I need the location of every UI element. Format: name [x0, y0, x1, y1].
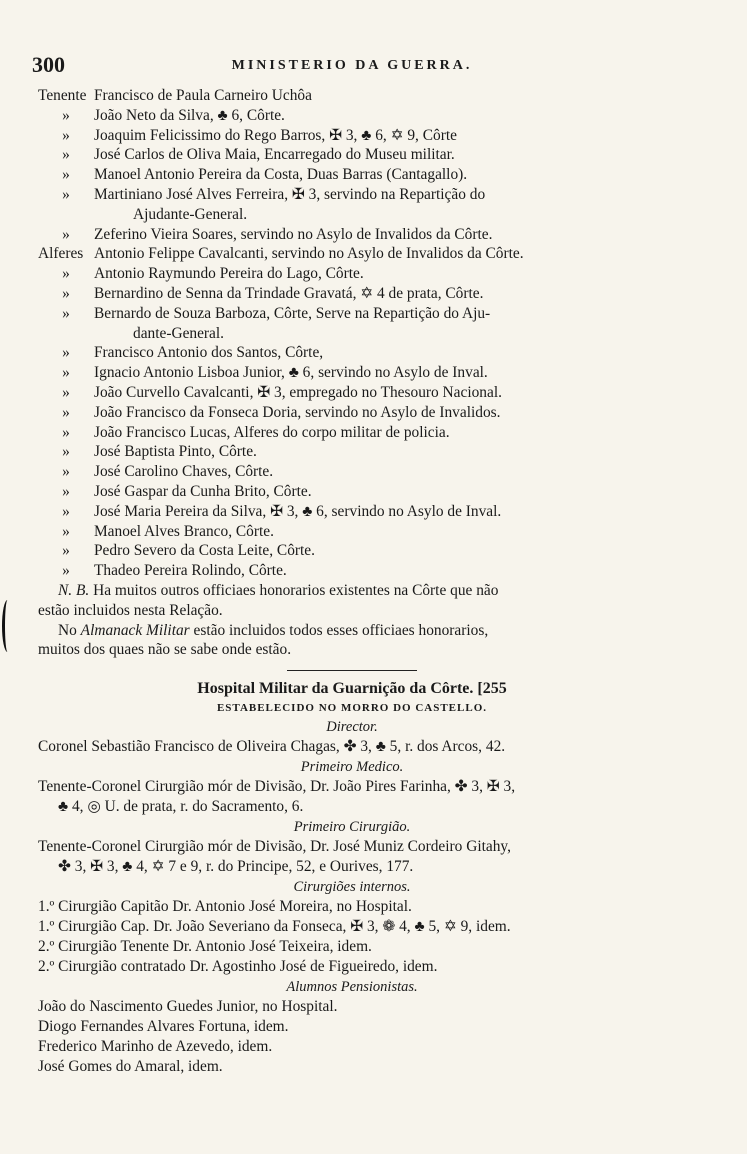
officer-text: João Francisco da Fonseca Doria, servindo no Asylo de Invalidos.	[94, 403, 501, 421]
officer-text: José Maria Pereira da Silva, ✠ 3, ♣ 6, servindo no Asylo de Inval.	[94, 502, 502, 520]
officer-entry	[38, 561, 666, 581]
officer-text-continuation: dante-General.	[133, 324, 225, 342]
cirurgiao-entry: 1.º Cirurgião Capitão Dr. Antonio José Moreira, no Hospital.	[38, 898, 412, 916]
officer-text: Francisco de Paula Carneiro Uchôa	[94, 87, 312, 104]
alumno-entry: Diogo Fernandes Alvares Fortuna, idem.	[38, 1018, 289, 1036]
officer-entry	[38, 244, 666, 264]
rank-label: »	[62, 383, 70, 401]
rank-label: »	[62, 443, 70, 461]
rank-label: »	[62, 106, 70, 124]
section-divider	[287, 670, 417, 671]
officer-entry	[38, 423, 666, 443]
rank-label: »	[62, 522, 70, 540]
officer-text: Thadeo Pereira Rolindo, Côrte.	[94, 562, 287, 580]
rank-label: »	[62, 344, 70, 362]
officer-entry	[38, 403, 666, 423]
rank-label: »	[62, 423, 70, 441]
rank-label: »	[62, 403, 70, 421]
officer-text-continuation: Ajudante-General.	[133, 205, 248, 223]
rank-label: »	[62, 126, 70, 144]
cirurgiao-entry: 1.º Cirurgião Cap. Dr. João Severiano da Fonseca, ✠ 3, ❁ 4, ♣ 5, ✡ 9, idem.	[38, 918, 511, 936]
hospital-title: Hospital Militar da Guarnição da Côrte. [255	[197, 680, 507, 698]
rank-label: »	[62, 146, 70, 164]
officer-text: Martiniano José Alves Ferreira, ✠ 3, servindo na Repartição do	[94, 185, 486, 203]
primeiro-medico-line-1: Tenente-Coronel Cirurgião mór de Divisão, Dr. João Pires Farinha, ✤ 3, ✠ 3,	[38, 778, 516, 796]
officer-entry	[38, 502, 666, 522]
officer-entry	[38, 106, 666, 126]
almanack-line-2: muitos dos quaes não se sabe onde estão.	[38, 641, 292, 659]
officer-text: Pedro Severo da Costa Leite, Côrte.	[94, 542, 315, 560]
officer-entry	[38, 145, 666, 165]
officer-text: Manoel Antonio Pereira da Costa, Duas Barras (Cantagallo).	[94, 166, 468, 184]
rank-label: Alferes	[38, 245, 84, 263]
rank-label: »	[62, 265, 70, 283]
director-heading: Director.	[326, 719, 378, 736]
officer-entry	[38, 284, 666, 304]
officer-text: Joaquim Felicissimo do Rego Barros, ✠ 3, ♣ 6, ✡ 9, Côrte	[94, 126, 457, 144]
rank-label: »	[62, 166, 70, 184]
officer-text: José Gaspar da Cunha Brito, Côrte.	[94, 482, 312, 500]
rank-label: »	[62, 482, 70, 500]
officer-entry	[38, 185, 666, 205]
rank-label: »	[62, 463, 70, 481]
officer-entry	[38, 225, 666, 245]
officer-text: Antonio Raymundo Pereira do Lago, Côrte.	[94, 265, 364, 283]
officer-text: Manoel Alves Branco, Côrte.	[94, 522, 274, 540]
nb-note	[38, 581, 666, 601]
rank-label: »	[62, 502, 70, 520]
officer-text: Francisco Antonio dos Santos, Côrte,	[94, 344, 324, 362]
officer-entry	[38, 264, 666, 284]
director-entry: Coronel Sebastião Francisco de Oliveira Chagas, ✤ 3, ♣ 5, r. dos Arcos, 42.	[38, 738, 506, 756]
page-number: 300	[32, 52, 65, 77]
officer-entry	[38, 442, 666, 462]
officer-entry	[38, 522, 666, 542]
page-header	[32, 52, 666, 86]
rank-label: »	[62, 542, 70, 560]
officer-entry	[38, 541, 666, 561]
document-page	[32, 52, 666, 1077]
alumno-entry: João do Nascimento Guedes Junior, no Hospital.	[38, 998, 338, 1016]
officer-entry	[38, 383, 666, 403]
officer-text: José Carlos de Oliva Maia, Encarregado do Museu militar.	[94, 146, 455, 164]
almanack-line-1: estão incluidos todos esses officiaes honorarios,	[193, 621, 489, 639]
almanack-no: No	[58, 621, 77, 639]
hospital-subtitle: ESTABELECIDO NO MORRO DO CASTELLO.	[216, 702, 488, 715]
officer-text: João Francisco Lucas, Alferes do corpo militar de policia.	[94, 423, 450, 441]
officer-text: Antonio Felippe Cavalcanti, servindo no Asylo de Invalidos da Côrte.	[94, 245, 524, 263]
officer-text: João Curvello Cavalcanti, ✠ 3, empregado no Thesouro Nacional.	[94, 383, 502, 401]
margin-bracket-mark	[2, 600, 13, 652]
officer-text: João Neto da Silva, ♣ 6, Côrte.	[94, 106, 285, 124]
rank-label: »	[62, 185, 70, 203]
rank-label: »	[62, 304, 70, 322]
rank-label: »	[62, 364, 70, 382]
rank-label: Tenente	[38, 87, 87, 104]
officer-entry	[38, 165, 666, 185]
nb-line-2: estão incluidos nesta Relação.	[38, 601, 223, 619]
running-title: MINISTERIO DA GUERRA.	[231, 58, 473, 73]
officer-text: José Carolino Chaves, Côrte.	[94, 463, 274, 481]
almanack-note	[38, 621, 666, 641]
primeiro-medico-heading: Primeiro Medico.	[300, 759, 404, 776]
nb-label: N. B.	[58, 581, 90, 599]
alumno-entry: José Gomes do Amaral, idem.	[38, 1058, 223, 1076]
rank-label: »	[62, 562, 70, 580]
primeiro-cirurgiao-line-2: ✤ 3, ✠ 3, ♣ 4, ✡ 7 e 9, r. do Principe, 52, e Ourives, 177.	[58, 858, 414, 876]
officer-text: Bernardino de Senna da Trindade Gravatá, ✡ 4 de prata, Côrte.	[94, 284, 484, 302]
primeiro-cirurgiao-line-1: Tenente-Coronel Cirurgião mór de Divisão, Dr. José Muniz Cordeiro Gitahy,	[38, 838, 511, 856]
officer-text: Zeferino Vieira Soares, servindo no Asylo de Invalidos da Côrte.	[94, 225, 493, 243]
officer-list	[38, 86, 666, 581]
alumno-entry: Frederico Marinho de Azevedo, idem.	[38, 1038, 273, 1056]
officer-entry	[38, 482, 666, 502]
rank-label: »	[62, 284, 70, 302]
primeiro-medico-line-2: ♣ 4, ◎ U. de prata, r. do Sacramento, 6.	[58, 798, 304, 816]
officer-entry	[38, 462, 666, 482]
cirurgioes-heading: Cirurgiões internos.	[293, 879, 411, 896]
primeiro-cirurgiao-heading: Primeiro Cirurgião.	[293, 819, 411, 836]
officer-text: Ignacio Antonio Lisboa Junior, ♣ 6, servindo no Asylo de Inval.	[94, 364, 488, 382]
almanack-title: Almanack Militar	[80, 621, 190, 639]
alumnos-heading: Alumnos Pensionistas.	[286, 979, 418, 996]
officer-entry	[38, 86, 666, 106]
cirurgiao-entry: 2.º Cirurgião contratado Dr. Agostinho José de Figueiredo, idem.	[38, 958, 438, 976]
officer-text: José Baptista Pinto, Côrte.	[94, 443, 257, 461]
nb-line-1: Ha muitos outros officiaes honorarios existentes na Côrte que não	[93, 581, 499, 599]
officer-entry	[38, 363, 666, 383]
officer-entry	[38, 304, 666, 324]
officer-entry	[38, 126, 666, 146]
officer-entry	[38, 343, 666, 363]
cirurgiao-entry: 2.º Cirurgião Tenente Dr. Antonio José Teixeira, idem.	[38, 938, 372, 956]
rank-label: »	[62, 225, 70, 243]
officer-text: Bernardo de Souza Barboza, Côrte, Serve na Repartição do Aju-	[94, 304, 491, 322]
